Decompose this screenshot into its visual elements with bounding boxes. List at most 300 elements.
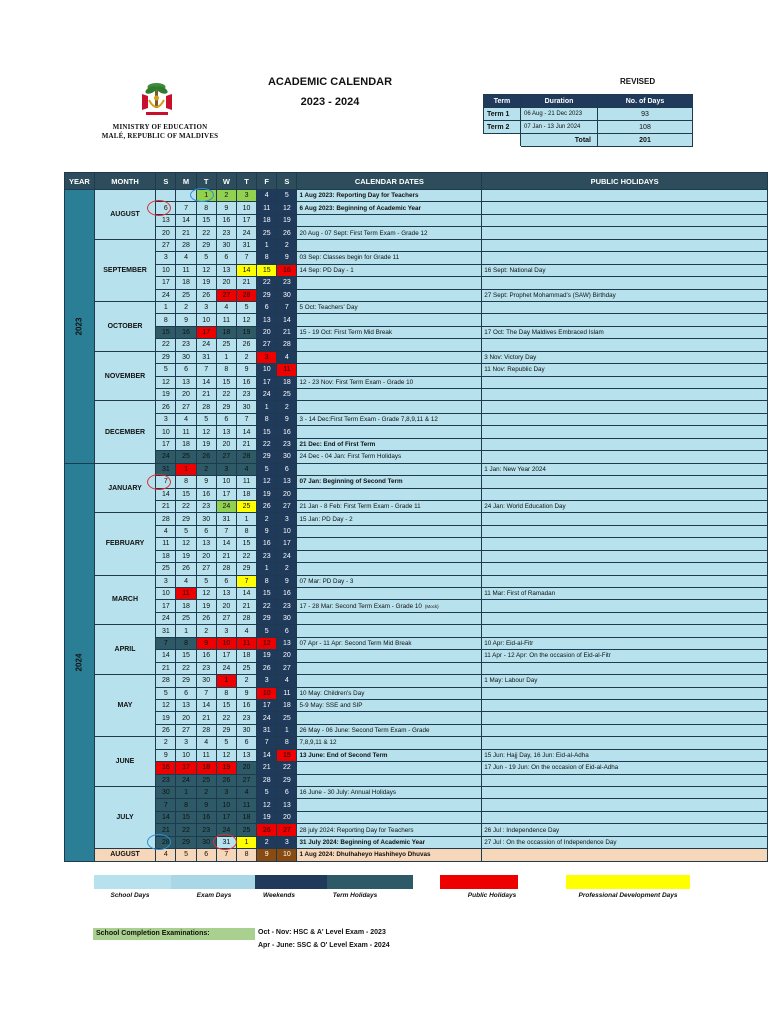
calendar-day-cell: 15	[176, 650, 196, 662]
calendar-week-row	[65, 538, 768, 550]
calendar-event-text: 31 July 2024: Beginning of Academic Year	[299, 838, 426, 846]
calendar-day-cell: 7	[156, 637, 176, 649]
calendar-day-cell: 15	[196, 214, 216, 226]
calendar-day-cell: 24	[216, 662, 236, 674]
calendar-day-cell: 16	[176, 326, 196, 338]
calendar-week-row	[65, 239, 768, 251]
calendar-week-row	[65, 488, 768, 500]
calendar-event-text: 14 Sep: PD Day - 1	[299, 266, 354, 274]
calendar-day-cell: 12	[257, 476, 277, 488]
calendar-day-cell: 17	[257, 376, 277, 388]
calendar-day-cell: 2	[216, 190, 236, 202]
calendar-day-cell: 29	[257, 612, 277, 624]
calendar-day-cell: 10	[277, 525, 297, 537]
calendar-week-row	[65, 699, 768, 711]
calendar-day-cell: 22	[196, 227, 216, 239]
calendar-day-cell: 13	[277, 799, 297, 811]
calendar-event-text: 24 Dec - 04 Jan: First Term Holidays	[299, 453, 402, 461]
calendar-day-cell: 26	[257, 662, 277, 674]
calendar-event	[297, 563, 482, 575]
calendar-day-cell: 29	[196, 239, 216, 251]
calendar-day-cell: 9	[277, 252, 297, 264]
calendar-day-cell: 9	[196, 637, 216, 649]
calendar-event-text: 1 Aug 2024: Dhulhaheyo Hashiheyo Dhuvas	[299, 851, 431, 859]
summary-duration: 06 Aug - 21 Dec 2023	[521, 108, 598, 121]
public-holiday	[482, 787, 768, 799]
calendar-day-cell: 18	[216, 326, 236, 338]
calendar-day-cell: 24	[196, 339, 216, 351]
calendar-event	[297, 712, 482, 724]
calendar-day-cell: 29	[277, 774, 297, 786]
calendar-week-row	[65, 650, 768, 662]
calendar-day-cell: 6	[216, 413, 236, 425]
calendar-day-cell: 4	[156, 525, 176, 537]
calendar-day-cell: 27	[156, 239, 176, 251]
public-holiday: 24 Jan: World Education Day	[482, 500, 768, 512]
calendar-day-cell: 1	[216, 675, 236, 687]
summary-row	[484, 108, 693, 121]
calendar-day-cell: 17	[277, 538, 297, 550]
calendar-day-cell: 29	[257, 289, 277, 301]
calendar-day-cell: 5	[196, 575, 216, 587]
header-day-m: M	[176, 173, 196, 190]
calendar-week-row	[65, 612, 768, 624]
calendar-day-cell: 11	[277, 687, 297, 699]
calendar-day-cell: 3	[277, 513, 297, 525]
calendar-day-cell: 28	[176, 239, 196, 251]
calendar-day-cell: 6	[216, 575, 236, 587]
calendar-day-cell: 29	[236, 563, 256, 575]
calendar-day-cell: 17	[216, 811, 236, 823]
calendar-day-cell: 3	[176, 737, 196, 749]
calendar-day-cell: 5	[257, 463, 277, 475]
calendar-day-cell: 6	[216, 252, 236, 264]
calendar-day-cell: 7	[216, 525, 236, 537]
month-label: JANUARY	[94, 463, 156, 513]
calendar-day-cell: 11	[236, 637, 256, 649]
calendar-day-cell: 12	[257, 637, 277, 649]
calendar-day-cell: 3	[257, 675, 277, 687]
calendar-day-cell: 16	[236, 699, 256, 711]
calendar-day-cell: 30	[176, 351, 196, 363]
calendar-event-text: 07 Mar: PD Day - 3	[299, 577, 354, 585]
calendar-day-cell: 25	[277, 712, 297, 724]
calendar-day-cell: 26	[257, 500, 277, 512]
calendar-event-text: 7,8,9,11 & 12	[299, 739, 337, 747]
legend-label: Professional Development Days	[578, 892, 678, 899]
header-day-s: S	[156, 173, 176, 190]
public-holiday	[482, 389, 768, 401]
calendar-day-cell: 24	[156, 289, 176, 301]
calendar-event	[297, 637, 482, 649]
calendar-event	[297, 289, 482, 301]
calendar-day-cell: 8	[257, 413, 277, 425]
calendar-week-row	[65, 712, 768, 724]
calendar-day-cell: 1	[176, 625, 196, 637]
calendar-day-cell: 25	[216, 339, 236, 351]
calendar-day-cell: 4	[216, 301, 236, 313]
calendar-event	[297, 538, 482, 550]
month-label: APRIL	[94, 625, 156, 675]
calendar-event	[297, 351, 482, 363]
calendar-event	[297, 836, 482, 848]
calendar-event-text: 15 Jan: PD Day - 2	[299, 515, 353, 523]
public-holiday: 15 Jun: Hajj Day, 16 Jun: Eid-al-Adha	[482, 749, 768, 761]
calendar-event-text: 12 - 23 Nov: First Term Exam - Grade 10	[299, 378, 414, 386]
calendar-day-cell: 25	[176, 612, 196, 624]
calendar-day-cell: 11	[176, 264, 196, 276]
calendar-day-cell: 6	[236, 737, 256, 749]
calendar-week-row	[65, 289, 768, 301]
calendar-day-cell: 27	[257, 339, 277, 351]
header-day-t: T	[196, 173, 216, 190]
calendar-day-cell: 28	[236, 289, 256, 301]
calendar-day-cell: 6	[176, 687, 196, 699]
calendar-week-row	[65, 849, 768, 861]
calendar-day-cell: 18	[236, 811, 256, 823]
legend-label: Weekends	[262, 892, 296, 899]
calendar-week-row	[65, 600, 768, 612]
calendar-day-cell: 14	[176, 214, 196, 226]
calendar-day-cell: 2	[196, 463, 216, 475]
public-holiday	[482, 525, 768, 537]
calendar-day-cell: 21	[236, 277, 256, 289]
calendar-day-cell: 7	[156, 799, 176, 811]
year-label	[65, 463, 95, 861]
calendar-event-text: 21 Dec: End of First Term	[299, 440, 376, 448]
calendar-event	[297, 227, 482, 239]
calendar-day-cell: 27	[277, 824, 297, 836]
calendar-day-cell: 28	[236, 451, 256, 463]
legend-label: School Days	[110, 892, 150, 899]
calendar-day-cell: 27	[176, 401, 196, 413]
calendar-day-cell: 27	[196, 563, 216, 575]
calendar-day-cell: 14	[216, 538, 236, 550]
calendar-day-cell: 12	[196, 588, 216, 600]
public-holiday	[482, 575, 768, 587]
calendar-day-cell: 29	[216, 724, 236, 736]
calendar-event	[297, 811, 482, 823]
calendar-day-cell: 3	[156, 575, 176, 587]
calendar-day-cell: 29	[176, 513, 196, 525]
calendar-day-cell: 21	[156, 662, 176, 674]
calendar-week-row	[65, 351, 768, 363]
calendar-day-cell: 23	[277, 438, 297, 450]
calendar-day-cell: 30	[236, 401, 256, 413]
calendar-day-cell: 28	[236, 612, 256, 624]
calendar-day-cell: 7	[156, 476, 176, 488]
calendar-day-cell: 21	[176, 227, 196, 239]
calendar-day-cell: 23	[216, 227, 236, 239]
calendar-day-cell: 23	[196, 824, 216, 836]
calendar-day-cell: 16	[196, 650, 216, 662]
calendar-day-cell: 9	[156, 749, 176, 761]
calendar-day-cell: 19	[236, 326, 256, 338]
public-holiday	[482, 811, 768, 823]
calendar-day-cell: 6	[277, 787, 297, 799]
public-holiday: 17 Oct: The Day Maldives Embraced Islam	[482, 326, 768, 338]
calendar-week-row	[65, 625, 768, 637]
calendar-day-cell: 18	[236, 650, 256, 662]
calendar-day-cell: 28	[216, 563, 236, 575]
public-holiday	[482, 301, 768, 313]
calendar-day-cell: 28	[196, 401, 216, 413]
public-holiday	[482, 538, 768, 550]
calendar-day-cell: 31	[236, 239, 256, 251]
calendar-day-cell: 18	[176, 600, 196, 612]
public-holiday	[482, 712, 768, 724]
calendar-day-cell: 17	[216, 650, 236, 662]
calendar-event-text: 15 - 19 Oct: First Term Mid Break	[299, 329, 393, 337]
calendar-event	[297, 451, 482, 463]
calendar-header-row	[65, 173, 768, 190]
calendar-day-cell: 12	[277, 202, 297, 214]
public-holiday	[482, 774, 768, 786]
calendar-day-cell: 20	[176, 712, 196, 724]
header-day-w: W	[216, 173, 236, 190]
calendar-day-cell: 19	[156, 712, 176, 724]
calendar-day-cell: 6	[196, 849, 216, 861]
calendar-day-cell: 30	[277, 451, 297, 463]
calendar-week-row	[65, 438, 768, 450]
calendar-week-row	[65, 413, 768, 425]
calendar-day-cell: 6	[277, 625, 297, 637]
calendar-event	[297, 426, 482, 438]
calendar-day-cell: 20	[196, 550, 216, 562]
calendar-day-cell: 21	[277, 326, 297, 338]
calendar-event	[297, 376, 482, 388]
calendar-week-row	[65, 563, 768, 575]
annotation-circle-blue	[190, 188, 214, 202]
calendar-day-cell: 5	[156, 687, 176, 699]
header-month: MONTH	[94, 173, 156, 190]
calendar-day-cell: 11	[277, 364, 297, 376]
calendar-day-cell: 30	[196, 836, 216, 848]
calendar-day-cell: 14	[277, 314, 297, 326]
calendar-day-cell: 14	[156, 650, 176, 662]
academic-calendar-table	[64, 172, 768, 862]
summary-duration: 07 Jan - 13 Jun 2024	[521, 121, 598, 134]
calendar-day-cell: 28	[156, 675, 176, 687]
calendar-day-cell: 28	[277, 339, 297, 351]
calendar-day-cell: 23	[236, 712, 256, 724]
calendar-week-row	[65, 687, 768, 699]
calendar-day-cell: 6	[257, 301, 277, 313]
public-holiday	[482, 612, 768, 624]
calendar-event	[297, 675, 482, 687]
calendar-day-cell: 2	[196, 787, 216, 799]
public-holiday	[482, 488, 768, 500]
calendar-day-cell: 15	[216, 376, 236, 388]
calendar-day-cell: 16	[277, 264, 297, 276]
calendar-day-cell: 19	[156, 389, 176, 401]
calendar-event-text: 5 Oct: Teachers' Day	[299, 304, 358, 312]
calendar-day-cell: 6	[176, 364, 196, 376]
calendar-day-cell: 4	[176, 413, 196, 425]
calendar-day-cell: 28	[156, 836, 176, 848]
public-holiday	[482, 550, 768, 562]
calendar-day-cell: 21	[196, 712, 216, 724]
calendar-day-cell: 20	[156, 227, 176, 239]
calendar-day-cell: 8	[277, 737, 297, 749]
calendar-day-cell: 9	[236, 687, 256, 699]
public-holiday: 1 Jan: New Year 2024	[482, 463, 768, 475]
calendar-event	[297, 824, 482, 836]
calendar-day-cell: 10	[216, 637, 236, 649]
calendar-event-text: 1 Aug 2023: Reporting Day for Teachers	[299, 192, 419, 200]
calendar-day-cell: 26	[176, 563, 196, 575]
calendar-day-cell: 5	[257, 625, 277, 637]
calendar-week-row	[65, 339, 768, 351]
calendar-day-cell: 31	[196, 351, 216, 363]
public-holiday	[482, 563, 768, 575]
calendar-day-cell: 2	[277, 239, 297, 251]
calendar-day-cell: 26	[156, 401, 176, 413]
calendar-event	[297, 749, 482, 761]
calendar-day-cell: 19	[277, 214, 297, 226]
header-year: YEAR	[65, 173, 95, 190]
calendar-day-cell: 17	[156, 600, 176, 612]
calendar-day-cell: 23	[196, 500, 216, 512]
calendar-day-cell: 24	[156, 612, 176, 624]
calendar-day-cell: 10	[257, 364, 277, 376]
legend-swatch-pd-days	[566, 875, 690, 889]
year-label	[65, 190, 95, 464]
calendar-day-cell: 26	[196, 612, 216, 624]
calendar-day-cell: 3	[216, 787, 236, 799]
calendar-week-row	[65, 811, 768, 823]
calendar-week-row	[65, 749, 768, 761]
calendar-day-cell: 10	[216, 476, 236, 488]
calendar-day-cell: 26	[236, 339, 256, 351]
calendar-day-cell: 9	[176, 314, 196, 326]
calendar-week-row	[65, 787, 768, 799]
calendar-event-text: 13 June: End of Second Term	[299, 751, 388, 759]
calendar-day-cell: 14	[196, 699, 216, 711]
completion-exams-label: School Completion Examinations:	[93, 928, 255, 940]
calendar-day-cell: 31	[216, 513, 236, 525]
calendar-event	[297, 326, 482, 338]
calendar-day-cell: 4	[156, 849, 176, 861]
calendar-day-cell: 8	[176, 637, 196, 649]
calendar-day-cell: 29	[176, 675, 196, 687]
calendar-event	[297, 787, 482, 799]
calendar-day-cell: 30	[196, 513, 216, 525]
calendar-day-cell: 1	[257, 239, 277, 251]
calendar-event	[297, 401, 482, 413]
public-holiday	[482, 401, 768, 413]
year-text: 2023	[74, 317, 84, 336]
calendar-day-cell: 31	[216, 836, 236, 848]
calendar-day-cell: 8	[176, 476, 196, 488]
public-holiday: 10 Apr: Eid-al-Fitr	[482, 637, 768, 649]
calendar-event	[297, 737, 482, 749]
month-label: JUNE	[94, 737, 156, 787]
calendar-day-cell: 11	[196, 749, 216, 761]
calendar-day-cell: 15	[176, 488, 196, 500]
term-summary-table	[483, 94, 693, 147]
calendar-day-cell: 13	[277, 476, 297, 488]
calendar-day-cell: 13	[156, 214, 176, 226]
calendar-day-cell: 22	[176, 824, 196, 836]
calendar-day-cell: 8	[257, 575, 277, 587]
calendar-day-cell: 19	[257, 811, 277, 823]
summary-term: Term 1	[484, 108, 521, 121]
calendar-day-cell: 9	[257, 849, 277, 861]
calendar-day-cell: 4	[236, 625, 256, 637]
calendar-day-cell: 4	[257, 190, 277, 202]
calendar-day-cell: 18	[176, 277, 196, 289]
summary-header-duration: Duration	[521, 95, 598, 108]
calendar-day-cell: 26	[216, 774, 236, 786]
calendar-day-cell: 20	[277, 650, 297, 662]
calendar-day-cell: 2	[196, 625, 216, 637]
calendar-event	[297, 612, 482, 624]
calendar-week-row	[65, 550, 768, 562]
calendar-event-text: 20 Aug - 07 Sept: First Term Exam - Grade 12	[299, 229, 428, 237]
calendar-day-cell: 12	[196, 426, 216, 438]
public-holiday: 11 Apr - 12 Apr: On the occasion of Eid-al-Fitr	[482, 650, 768, 662]
calendar-day-cell: 23	[236, 389, 256, 401]
calendar-day-cell: 25	[156, 563, 176, 575]
calendar-event	[297, 214, 482, 226]
month-label: MAY	[94, 675, 156, 737]
calendar-day-cell: 15	[216, 699, 236, 711]
calendar-day-cell: 14	[257, 749, 277, 761]
calendar-day-cell: 24	[156, 451, 176, 463]
calendar-day-cell: 7	[257, 737, 277, 749]
calendar-week-row	[65, 637, 768, 649]
calendar-day-cell: 16	[156, 762, 176, 774]
calendar-day-cell: 22	[216, 389, 236, 401]
calendar-day-cell: 15	[156, 326, 176, 338]
calendar-event	[297, 849, 482, 861]
calendar-day-cell: 25	[196, 774, 216, 786]
calendar-week-row	[65, 376, 768, 388]
calendar-day-cell: 12	[196, 264, 216, 276]
legend-swatch-school-days	[94, 875, 180, 889]
calendar-day-cell: 10	[216, 799, 236, 811]
summary-days: 108	[598, 121, 693, 134]
header-day-t: T	[236, 173, 256, 190]
calendar-day-cell: 1	[216, 351, 236, 363]
calendar-day-cell: 2	[277, 401, 297, 413]
calendar-day-cell: 25	[236, 824, 256, 836]
calendar-day-cell: 6	[196, 525, 216, 537]
calendar-day-cell: 19	[196, 438, 216, 450]
public-holiday	[482, 190, 768, 202]
calendar-day-cell: 11	[176, 588, 196, 600]
public-holiday	[482, 600, 768, 612]
header-day-f: F	[257, 173, 277, 190]
calendar-day-cell: 1	[156, 301, 176, 313]
calendar-day-cell: 18	[156, 550, 176, 562]
header-day-s: S	[277, 173, 297, 190]
calendar-day-cell: 8	[236, 525, 256, 537]
calendar-day-cell: 23	[257, 550, 277, 562]
calendar-event-text: 3 - 14 Dec:First Term Exam - Grade 7,8,9,11 & 12	[299, 416, 438, 424]
calendar-day-cell: 16	[196, 811, 216, 823]
summary-header-term: Term	[484, 95, 521, 108]
calendar-week-row	[65, 214, 768, 226]
calendar-day-cell: 19	[196, 277, 216, 289]
calendar-day-cell: 17	[156, 277, 176, 289]
calendar-week-row	[65, 675, 768, 687]
public-holiday: 3 Nov: Victory Day	[482, 351, 768, 363]
public-holiday	[482, 227, 768, 239]
calendar-week-row	[65, 799, 768, 811]
calendar-day-cell: 5	[196, 252, 216, 264]
